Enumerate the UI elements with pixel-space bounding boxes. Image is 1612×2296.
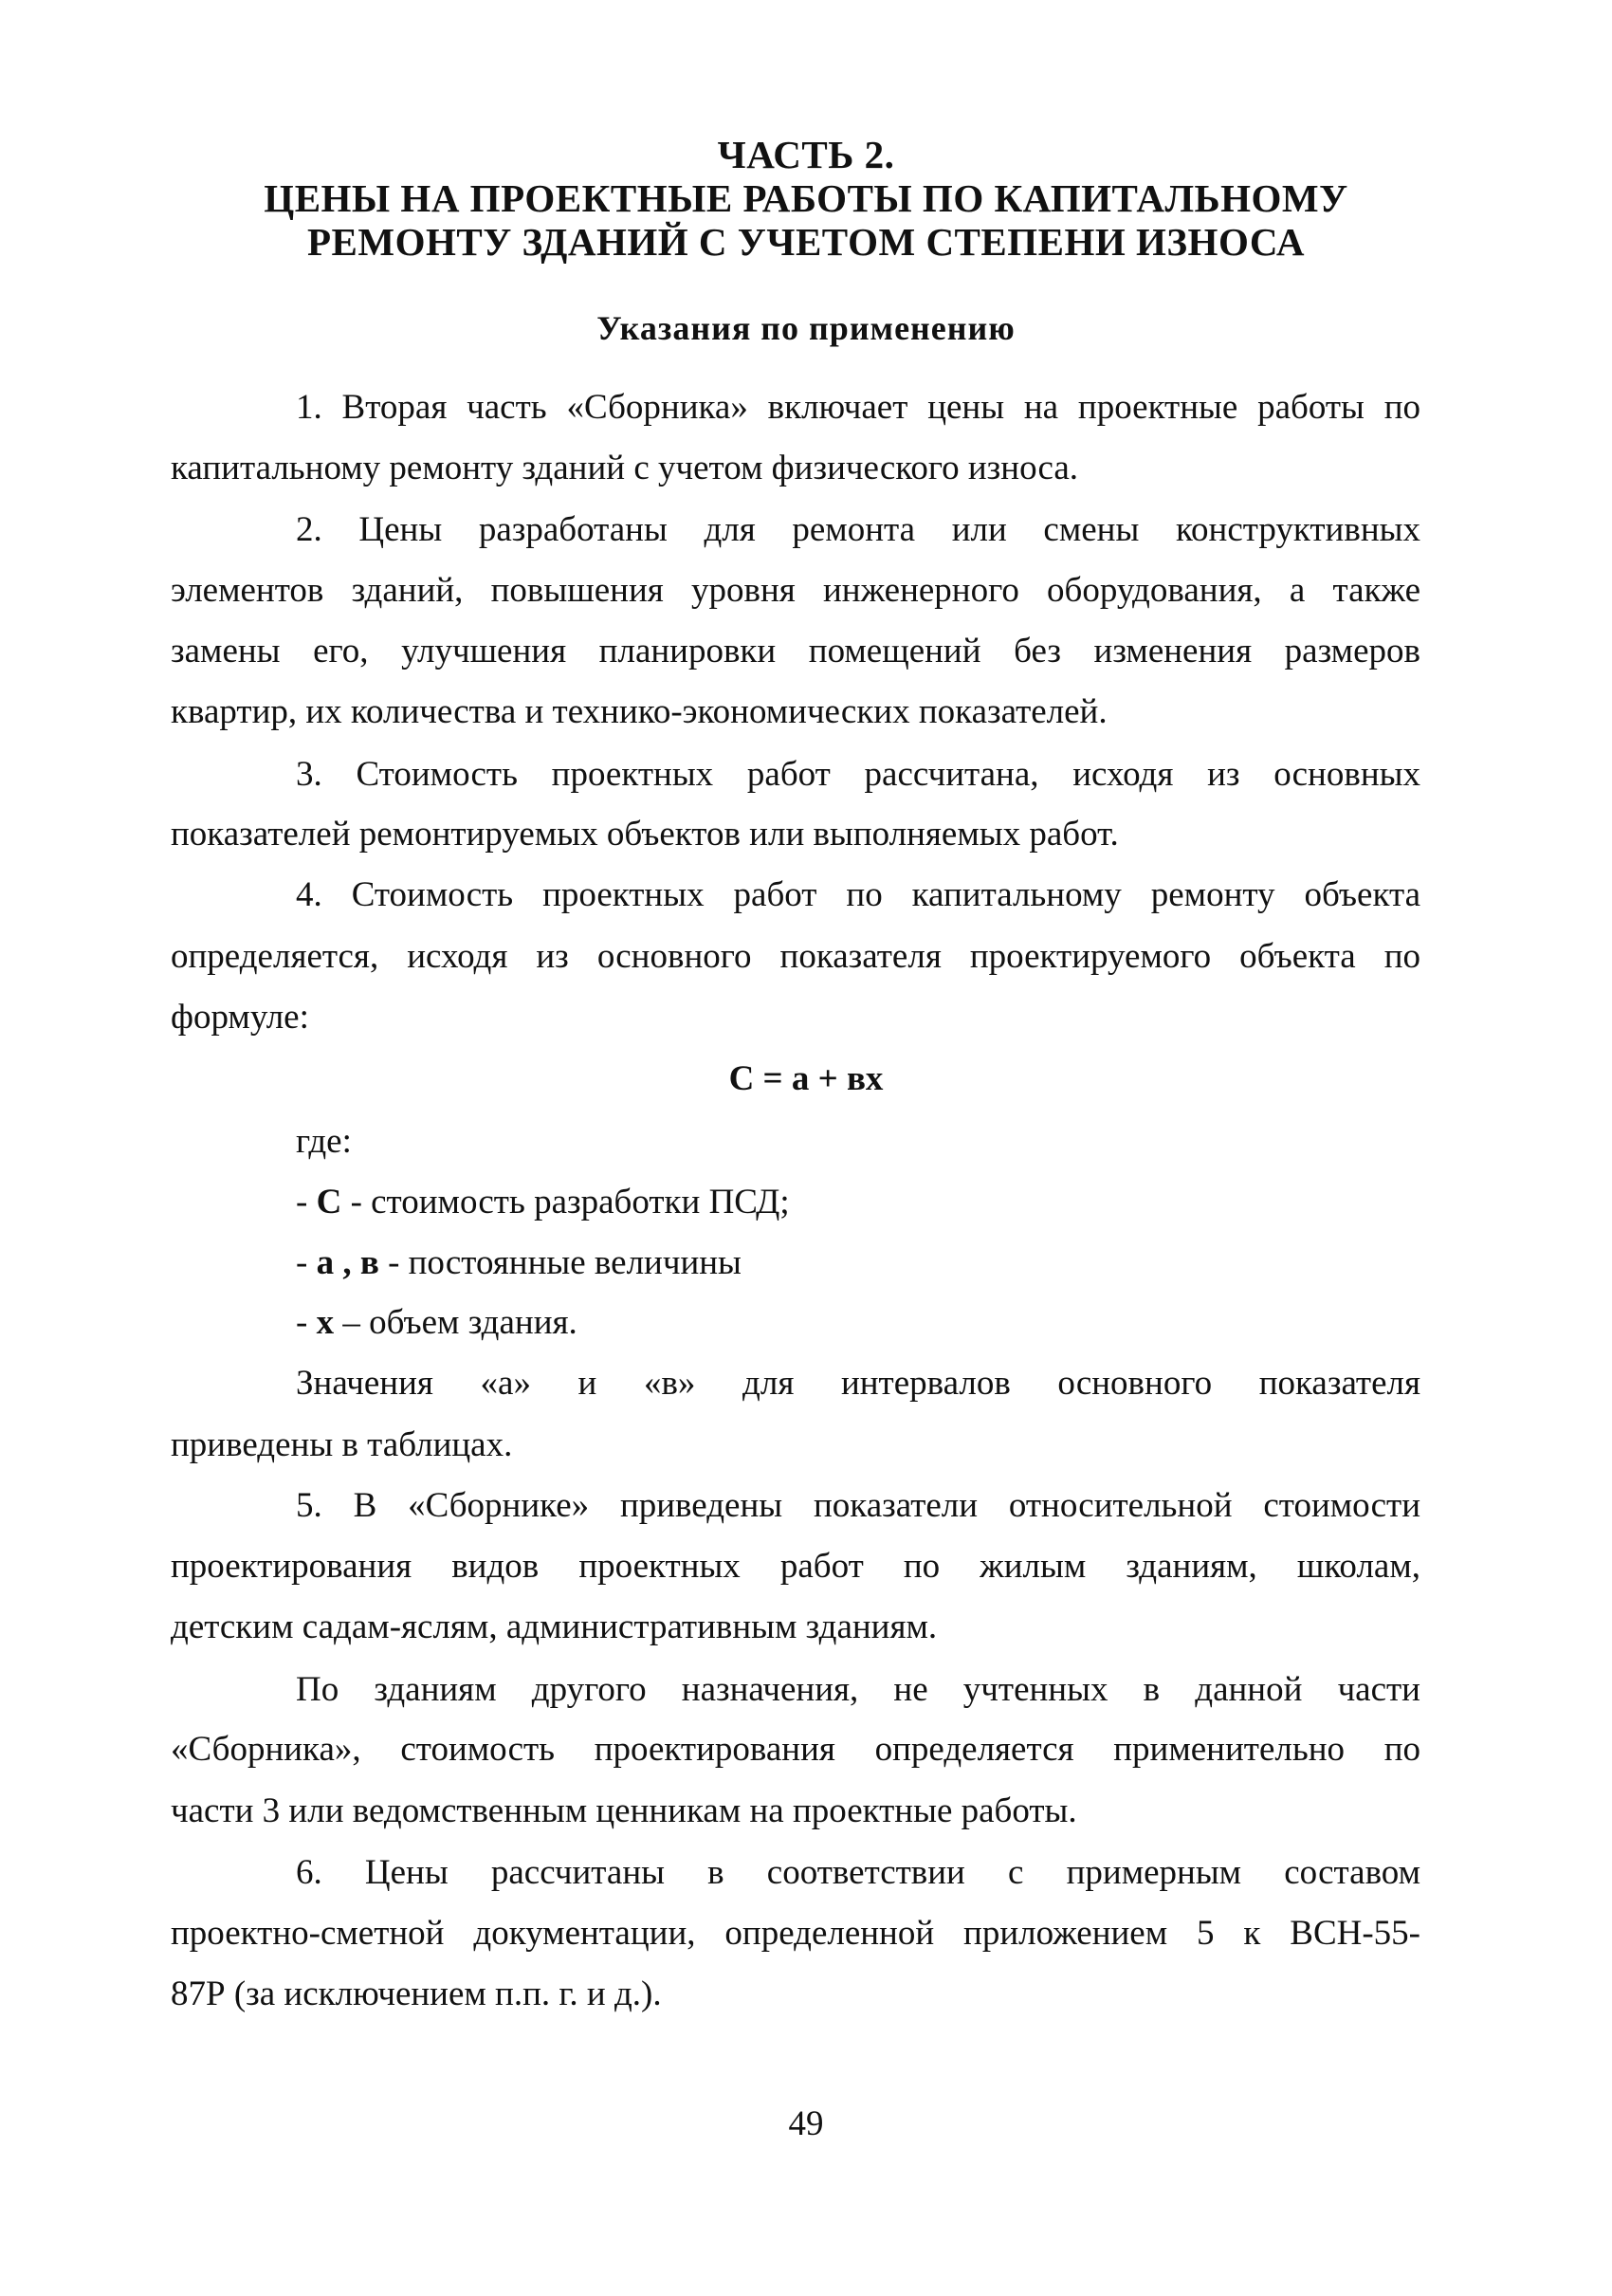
title-line-2: РЕМОНТУ ЗДАНИЙ С УЧЕТОМ СТЕПЕНИ ИЗНОСА bbox=[306, 220, 1306, 264]
p4-line-2: определяется, исходя из основного показателя проектируемого объекта по bbox=[171, 937, 1420, 976]
part-heading: ЧАСТЬ 2. bbox=[717, 133, 895, 176]
definition-dash: - bbox=[296, 1303, 308, 1342]
p1-line-2: капитальному ремонту зданий с учетом физического износа. bbox=[171, 449, 1079, 487]
definition-c bbox=[296, 1182, 790, 1223]
p2-line-1: 2. Цены разработаны для ремонта или смены конструктивных bbox=[296, 510, 1420, 549]
p1-line-1: 1. Вторая часть «Сборника» включает цены на проектные работы по bbox=[296, 388, 1420, 427]
p5b-line-3: части 3 или ведомственным ценникам на проектные работы. bbox=[171, 1791, 1077, 1830]
p5-line-3: детским садам-яслям, административным зданиям. bbox=[171, 1607, 938, 1646]
p6-line-3: 87Р (за исключением п.п. г. и д.). bbox=[171, 1975, 662, 2013]
p5-line-2: проектирования видов проектных работ по жилым зданиям, школам, bbox=[171, 1547, 1420, 1586]
definition-dash: - bbox=[296, 1183, 308, 1221]
page-number: 49 bbox=[788, 2104, 824, 2143]
p2-line-3: замены его, улучшения планировки помещений без изменения размеров bbox=[171, 632, 1420, 670]
p3-line-1: 3. Стоимость проектных работ рассчитана, исходя из основных bbox=[296, 755, 1420, 794]
p5b-line-1: По зданиям другого назначения, не учтенных в данной части bbox=[296, 1670, 1420, 1709]
section-subtitle: Указания по применению bbox=[596, 309, 1016, 347]
p5-line-1: 5. В «Сборнике» приведены показатели относительной стоимости bbox=[296, 1486, 1420, 1525]
p4-line-3: формуле: bbox=[171, 998, 309, 1037]
values-note-line-1: Значения «а» и «в» для интервалов основного показателя bbox=[296, 1364, 1420, 1403]
values-note-line-2: приведены в таблицах. bbox=[171, 1425, 513, 1464]
cost-formula: С = а + вх bbox=[728, 1059, 884, 1098]
definition-term: х bbox=[316, 1303, 335, 1342]
definition-text: - постоянные величины bbox=[378, 1243, 742, 1282]
p6-line-1: 6. Цены рассчитаны в соответствии с примерным составом bbox=[296, 1853, 1420, 1892]
definition-a-b bbox=[296, 1242, 742, 1284]
title-line-1: ЦЕНЫ НА ПРОЕКТНЫЕ РАБОТЫ ПО КАПИТАЛЬНОМУ bbox=[264, 176, 1348, 220]
definition-x bbox=[296, 1302, 577, 1344]
definition-text: – объем здания. bbox=[334, 1303, 577, 1342]
p2-line-4: квартир, их количества и технико-экономических показателей. bbox=[171, 692, 1108, 731]
definition-term: а , в bbox=[316, 1243, 379, 1282]
definition-text: - стоимость разработки ПСД; bbox=[341, 1183, 790, 1221]
p4-line-1: 4. Стоимость проектных работ по капитальному ремонту объекта bbox=[296, 875, 1420, 914]
p5b-line-2: «Сборника», стоимость проектирования определяется применительно по bbox=[171, 1730, 1420, 1769]
definition-dash: - bbox=[296, 1243, 308, 1282]
p6-line-2: проектно-сметной документации, определенной приложением 5 к ВСН-55- bbox=[171, 1914, 1420, 1953]
p3-line-2: показателей ремонтируемых объектов или выполняемых работ. bbox=[171, 815, 1119, 854]
where-label: где: bbox=[296, 1122, 352, 1161]
definition-term: С bbox=[316, 1183, 342, 1221]
p2-line-2: элементов зданий, повышения уровня инженерного оборудования, а также bbox=[171, 571, 1420, 610]
